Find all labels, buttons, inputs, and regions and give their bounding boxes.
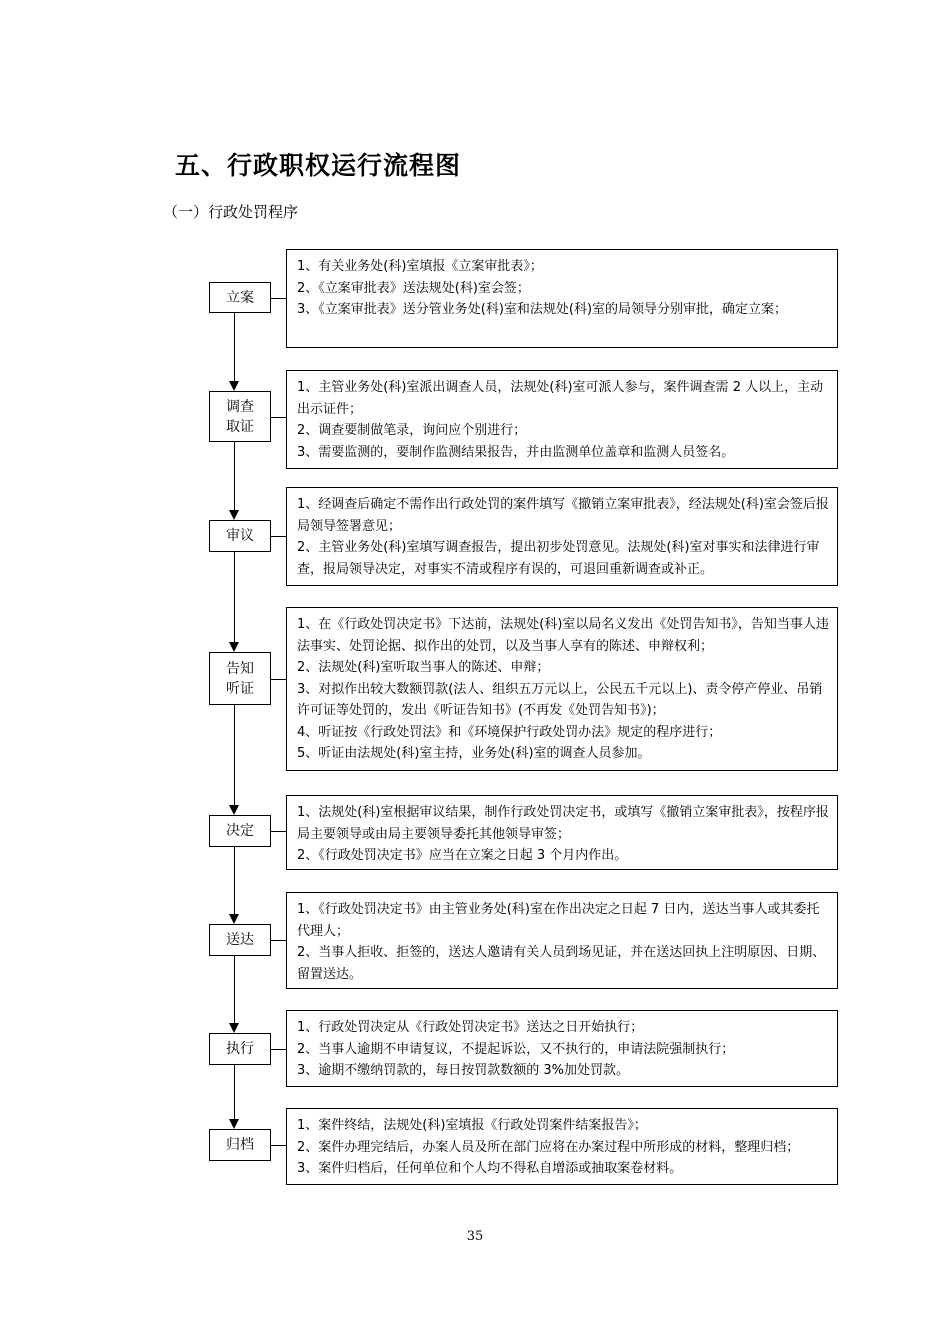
step-8-description xyxy=(286,1108,838,1185)
step-4-description xyxy=(286,607,838,771)
arrow-down-icon xyxy=(229,1119,239,1129)
connector-line xyxy=(271,831,286,832)
description-line: 3、《立案审批表》送分管业务处(科)室和法规处(科)室的局领导分别审批，确定立案； xyxy=(297,302,788,317)
flow-line xyxy=(234,705,235,805)
step-5-box xyxy=(209,815,271,847)
step-7-description xyxy=(286,1010,838,1087)
step-6-box xyxy=(209,924,271,956)
arrow-down-icon xyxy=(229,805,239,815)
flow-line xyxy=(234,847,235,914)
step-3-box xyxy=(209,520,271,552)
description-line: 5、听证由法规处(科)室主持，业务处(科)室的调查人员参加。 xyxy=(297,746,651,761)
step-1-box xyxy=(209,282,271,313)
description-line: 3、案件归档后，任何单位和个人均不得私自增添或抽取案卷材料。 xyxy=(297,1161,683,1176)
step-8-box xyxy=(209,1129,271,1161)
description-line: 2、主管业务处(科)室填写调查报告，提出初步处罚意见。法规处(科)室对事实和法律进行审查，报局领导决定，对事实不清或程序有误的，可退回重新调查或补正。 xyxy=(297,540,820,577)
description-line: 1、案件终结，法规处(科)室填报《行政处罚案件结案报告》； xyxy=(297,1118,647,1133)
description-line: 2、《立案审批表》送法规处(科)室会签； xyxy=(297,280,530,296)
description-line: 2、调查要制做笔录，询问应个别进行； xyxy=(297,423,527,438)
arrow-down-icon xyxy=(229,642,239,652)
flow-line xyxy=(234,442,235,510)
step-label: 审议 xyxy=(226,528,254,544)
step-6-description xyxy=(286,892,838,989)
flow-line xyxy=(234,1065,235,1119)
step-4-box xyxy=(209,652,271,705)
description-line: 1、经调查后确定不需作出行政处罚的案件填写《撤销立案审批表》，经法规处(科)室会签后报局领导签署意见； xyxy=(297,497,829,534)
arrow-down-icon xyxy=(229,914,239,924)
description-line: 3、需要监测的，要制作监测结果报告，并由监测单位盖章和监测人员签名。 xyxy=(297,444,735,460)
connector-line xyxy=(271,417,286,418)
description-line: 1、法规处(科)室根据审议结果，制作行政处罚决定书，或填写《撤销立案审批表》，按程序报局主要领导或由局主要领导委托其他领导审签； xyxy=(297,805,829,842)
step-label: 决定 xyxy=(226,823,254,839)
step-7-box xyxy=(209,1033,271,1065)
step-2-description xyxy=(286,370,838,469)
arrow-down-icon xyxy=(229,381,239,391)
description-line: 2、当事人拒收、拒签的，送达人邀请有关人员到场见证，并在送达回执上注明原因、日期、留置送达。 xyxy=(297,945,826,982)
description-line: 3、对拟作出较大数额罚款(法人、组织五万元以上，公民五千元以上)、责令停产停业、吊销许可证等处罚的，发出《听证告知书》(不再发《处罚告知书》)； xyxy=(297,681,823,718)
step-5-description xyxy=(286,795,838,870)
connector-line xyxy=(271,1145,286,1146)
connector-line xyxy=(271,536,286,537)
step-1-description xyxy=(286,249,838,348)
flow-line xyxy=(234,552,235,642)
flow-line xyxy=(234,313,235,381)
arrow-down-icon xyxy=(229,510,239,520)
step-label: 立案 xyxy=(226,289,254,306)
description-line: 1、主管业务处(科)室派出调查人员，法规处(科)室可派人参与，案件调查需 2 人以上，主动出示证件； xyxy=(297,380,824,417)
description-line: 1、《行政处罚决定书》由主管业务处(科)室在作出决定之日起 7 日内，送达当事人或其委托代理人； xyxy=(297,902,820,939)
step-2-box xyxy=(209,391,271,442)
description-line: 2、《行政处罚决定书》应当在立案之日起 3 个月内作出。 xyxy=(297,848,628,863)
connector-line xyxy=(271,940,286,941)
step-label: 告知听证 xyxy=(226,660,254,697)
description-line: 3、逾期不缴纳罚款的，每日按罚款数额的 3%加处罚款。 xyxy=(297,1063,630,1078)
flow-line xyxy=(234,956,235,1023)
step-label: 执行 xyxy=(226,1041,254,1057)
description-line: 4、听证按《行政处罚法》和《环境保护行政处罚办法》规定的程序进行； xyxy=(297,724,722,740)
connector-line xyxy=(271,1049,286,1050)
connector-line xyxy=(271,298,286,299)
description-line: 1、行政处罚决定从《行政处罚决定书》送达之日开始执行； xyxy=(297,1020,644,1035)
description-line: 2、当事人逾期不申请复议，不提起诉讼，又不执行的，申请法院强制执行； xyxy=(297,1041,735,1057)
step-label: 送达 xyxy=(226,932,254,948)
connector-line xyxy=(271,679,286,680)
section-subtitle: （一）行政处罚程序 xyxy=(163,203,299,221)
step-label: 归档 xyxy=(226,1137,254,1153)
step-label: 调查取证 xyxy=(226,398,254,435)
description-line: 2、案件办理完结后，办案人员及所在部门应将在办案过程中所形成的材料，整理归档； xyxy=(297,1139,800,1155)
description-line: 1、有关业务处(科)室填报《立案审批表》； xyxy=(297,259,543,274)
description-line: 1、在《行政处罚决定书》下达前，法规处(科)室以局名义发出《处罚告知书》，告知当事人违法事实、处罚论据、拟作出的处罚，以及当事人享有的陈述、申辩权利； xyxy=(297,617,829,654)
arrow-down-icon xyxy=(229,1023,239,1033)
page-number: 35 xyxy=(466,1229,484,1244)
page-title: 五、行政职权运行流程图 xyxy=(175,151,462,180)
description-line: 2、法规处(科)室听取当事人的陈述、申辩； xyxy=(297,660,550,675)
step-3-description xyxy=(286,487,838,586)
